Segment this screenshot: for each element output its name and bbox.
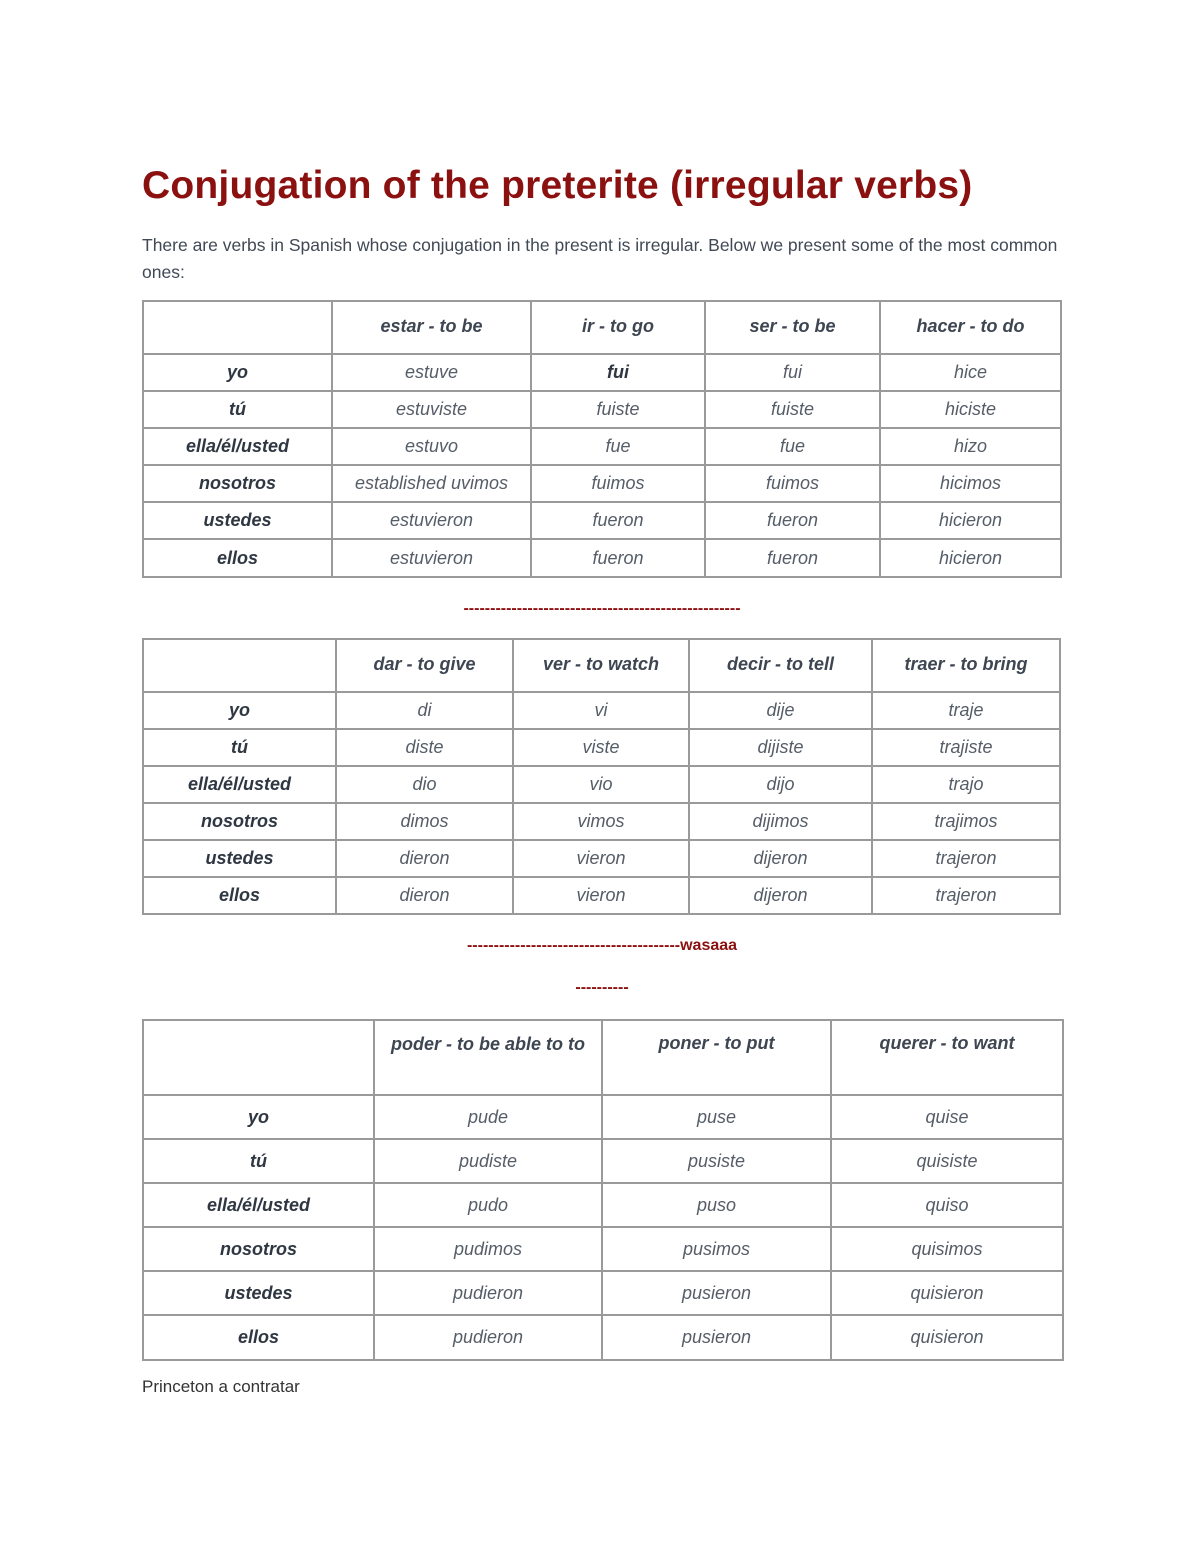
form-cell: fuiste — [531, 391, 705, 428]
form-cell: hice — [880, 354, 1061, 391]
form-cell: pusieron — [602, 1271, 831, 1315]
conjugation-table-3 — [142, 1019, 1064, 1361]
form-cell: estuve — [332, 354, 531, 391]
form-cell: hicimos — [880, 465, 1061, 502]
form-cell: pudieron — [374, 1315, 602, 1360]
form-cell: trajeron — [872, 877, 1060, 914]
form-cell: dije — [689, 692, 872, 729]
table-corner-cell — [143, 639, 336, 692]
form-cell: quisieron — [831, 1315, 1063, 1360]
form-cell: fui — [531, 354, 705, 391]
form-cell: dio — [336, 766, 513, 803]
table-row — [143, 465, 1061, 502]
form-cell: dijeron — [689, 877, 872, 914]
form-cell: quisieron — [831, 1271, 1063, 1315]
table-row — [143, 1271, 1063, 1315]
verb-header: ser - to be — [705, 301, 880, 354]
form-cell: pusieron — [602, 1315, 831, 1360]
form-cell: diste — [336, 729, 513, 766]
form-cell: estuvo — [332, 428, 531, 465]
form-cell: fuimos — [705, 465, 880, 502]
form-cell: pudieron — [374, 1271, 602, 1315]
form-cell: dimos — [336, 803, 513, 840]
form-cell: pudiste — [374, 1139, 602, 1183]
separator-line: ----------------------------------------wasaaa — [466, 937, 738, 954]
pronoun-cell: tú — [143, 729, 336, 766]
form-cell: quise — [831, 1095, 1063, 1139]
pronoun-cell: yo — [143, 1095, 374, 1139]
form-cell: fueron — [705, 502, 880, 539]
form-cell: fuiste — [705, 391, 880, 428]
form-cell: vi — [513, 692, 689, 729]
form-cell: fui — [705, 354, 880, 391]
pronoun-cell: ustedes — [143, 502, 332, 539]
pronoun-cell: ella/él/usted — [143, 1183, 374, 1227]
pronoun-cell: yo — [143, 354, 332, 391]
intro-paragraph: There are verbs in Spanish whose conjugation in the present is irregular. Below we present some of the most common ones: — [142, 235, 1058, 282]
form-cell: hicieron — [880, 539, 1061, 577]
form-cell: puso — [602, 1183, 831, 1227]
verb-header: estar - to be — [332, 301, 531, 354]
pronoun-cell: nosotros — [143, 803, 336, 840]
form-cell: pudimos — [374, 1227, 602, 1271]
pronoun-cell: ella/él/usted — [143, 766, 336, 803]
form-cell: fue — [531, 428, 705, 465]
table-header-row — [143, 639, 1060, 692]
form-cell: trajimos — [872, 803, 1060, 840]
form-cell: pusiste — [602, 1139, 831, 1183]
pronoun-cell: ellos — [143, 539, 332, 577]
form-cell: pude — [374, 1095, 602, 1139]
form-cell: trajo — [872, 766, 1060, 803]
form-cell: dieron — [336, 840, 513, 877]
form-cell: di — [336, 692, 513, 729]
form-cell: established uvimos — [332, 465, 531, 502]
verb-header: ir - to go — [531, 301, 705, 354]
form-cell: fueron — [705, 539, 880, 577]
verb-header: poder - to be able to to — [374, 1020, 602, 1095]
form-cell: fue — [705, 428, 880, 465]
form-cell: viste — [513, 729, 689, 766]
table-row — [143, 840, 1060, 877]
table-row — [143, 354, 1061, 391]
form-cell: dijo — [689, 766, 872, 803]
table-corner-cell — [143, 1020, 374, 1095]
form-cell: vimos — [513, 803, 689, 840]
form-cell: hizo — [880, 428, 1061, 465]
table-row — [143, 729, 1060, 766]
verb-header: hacer - to do — [880, 301, 1061, 354]
pronoun-cell: ustedes — [143, 1271, 374, 1315]
verb-header: querer - to want — [831, 1020, 1063, 1095]
form-cell: hicieron — [880, 502, 1061, 539]
document-page — [142, 160, 1062, 1361]
table-row — [143, 1095, 1063, 1139]
pronoun-cell: nosotros — [143, 465, 332, 502]
form-cell: pudo — [374, 1183, 602, 1227]
table-row — [143, 803, 1060, 840]
table-row — [143, 1315, 1063, 1360]
form-cell: dieron — [336, 877, 513, 914]
form-cell: dijiste — [689, 729, 872, 766]
pronoun-cell: tú — [143, 391, 332, 428]
form-cell: vio — [513, 766, 689, 803]
pronoun-cell: ella/él/usted — [143, 428, 332, 465]
pronoun-cell: ellos — [143, 1315, 374, 1360]
table-header-row — [143, 1020, 1063, 1095]
table-row — [143, 391, 1061, 428]
verb-header: ver - to watch — [513, 639, 689, 692]
form-cell: trajeron — [872, 840, 1060, 877]
pronoun-cell: yo — [143, 692, 336, 729]
table-corner-cell — [143, 301, 332, 354]
verb-header: dar - to give — [336, 639, 513, 692]
conjugation-table-1 — [142, 300, 1062, 578]
table-header-row — [143, 301, 1061, 354]
form-cell: hiciste — [880, 391, 1061, 428]
form-cell: vieron — [513, 877, 689, 914]
verb-header: poner - to put — [602, 1020, 831, 1095]
form-cell: traje — [872, 692, 1060, 729]
table-row — [143, 1227, 1063, 1271]
form-cell: fuimos — [531, 465, 705, 502]
form-cell: estuvieron — [332, 502, 531, 539]
table-row — [143, 766, 1060, 803]
table-row — [143, 539, 1061, 577]
form-cell: dijeron — [689, 840, 872, 877]
form-cell: dijimos — [689, 803, 872, 840]
pronoun-cell: ellos — [143, 877, 336, 914]
form-cell: pusimos — [602, 1227, 831, 1271]
separator-line: ---------------------------------------------------- — [463, 600, 741, 617]
separator-line: ---------- — [575, 979, 629, 996]
table-row — [143, 692, 1060, 729]
table-row — [143, 502, 1061, 539]
verb-header: decir - to tell — [689, 639, 872, 692]
pronoun-cell: tú — [143, 1139, 374, 1183]
form-cell: estuvieron — [332, 539, 531, 577]
table-row — [143, 428, 1061, 465]
pronoun-cell: ustedes — [143, 840, 336, 877]
table-row — [143, 1183, 1063, 1227]
form-cell: estuviste — [332, 391, 531, 428]
conjugation-table-2 — [142, 638, 1061, 915]
form-cell: vieron — [513, 840, 689, 877]
form-cell: fueron — [531, 539, 705, 577]
form-cell: quisimos — [831, 1227, 1063, 1271]
footer-text: Princeton a contratar — [142, 1377, 300, 1396]
pronoun-cell: nosotros — [143, 1227, 374, 1271]
form-cell: quisiste — [831, 1139, 1063, 1183]
page-title: Conjugation of the preterite (irregular verbs) — [142, 164, 973, 207]
form-cell: trajiste — [872, 729, 1060, 766]
form-cell: puse — [602, 1095, 831, 1139]
form-cell: quiso — [831, 1183, 1063, 1227]
form-cell: fueron — [531, 502, 705, 539]
verb-header: traer - to bring — [872, 639, 1060, 692]
table-row — [143, 1139, 1063, 1183]
table-row — [143, 877, 1060, 914]
